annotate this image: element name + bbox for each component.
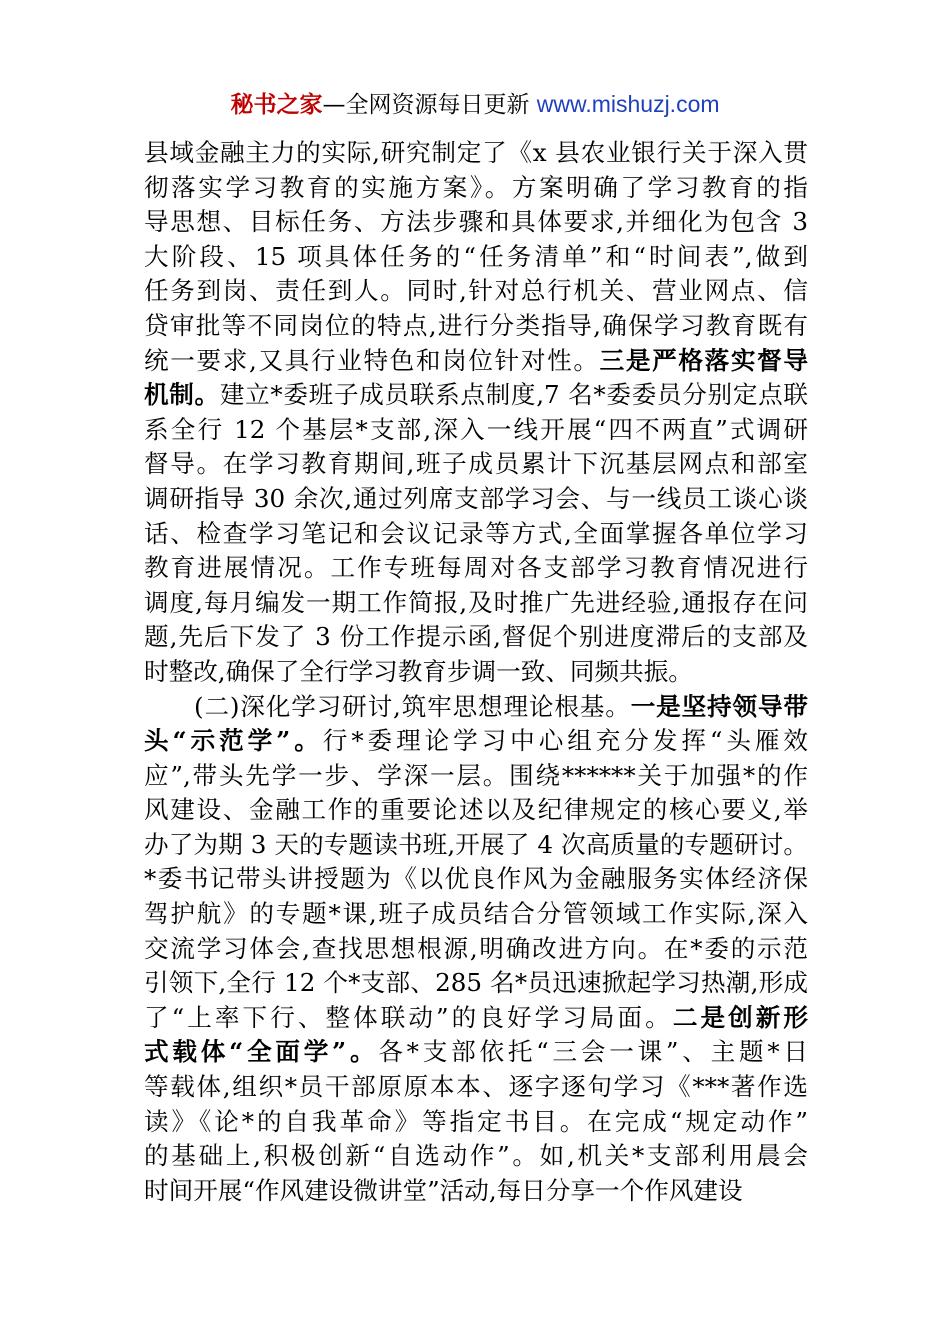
- text-run: 行*委理论学习中心组充分发挥“头雁效: [322, 726, 808, 756]
- text-run: 贷审批等不同岗位的特点,进行分类指导,确保学习教育既有: [144, 310, 808, 340]
- text-run: *委书记带头讲授题为《以优良作风为金融服务实体经济保: [144, 864, 808, 894]
- text-line: [144, 1035, 808, 1070]
- text-run: 教育进展情况。工作专班每周对各支部学习教育情况进行: [144, 553, 808, 583]
- text-run: 调研指导 30 余次,通过列席支部学习会、与一线员工谈心谈: [144, 483, 808, 513]
- text-run: 等载体,组织*员干部原原本本、逐字逐句学习《***著作选: [144, 1072, 808, 1102]
- site-brand: 秘书之家: [230, 92, 323, 118]
- text-line: [144, 482, 808, 517]
- text-run: 各*支部依托“三会一课”、主题*日: [378, 1037, 808, 1067]
- text-line: [144, 655, 808, 690]
- text-line: [144, 309, 808, 344]
- text-run: 县域金融主力的实际,研究制定了《x 县农业银行关于深入贯: [144, 138, 808, 167]
- bold-text: 一是坚持领导带: [630, 691, 808, 721]
- text-run: 读》《论*的自我革命》等指定书目。在完成“规定动作”: [144, 1106, 808, 1136]
- text-run: 办了为期 3 天的专题读书班,开展了 4 次高质量的专题研讨。: [144, 829, 808, 859]
- text-run: 了“上率下行、整体联动”的良好学习局面。: [144, 1002, 673, 1032]
- text-line: [144, 1139, 808, 1174]
- text-line: [144, 1070, 808, 1105]
- text-run: 调度,每月编发一期工作简报,及时推广先进经验,通报存在问: [144, 587, 808, 617]
- text-run: 题,先后下发了 3 份工作提示函,督促个别进度滞后的支部及: [144, 622, 808, 652]
- text-line: [144, 1174, 808, 1209]
- text-line: [144, 828, 808, 863]
- text-line: [144, 413, 808, 448]
- text-line: [144, 724, 808, 759]
- bold-text: 式载体“全面学”。: [144, 1037, 379, 1067]
- text-run: 引领下,全行 12 个*支部、285 名*员迅速掀起学习热潮,形成: [144, 968, 808, 998]
- text-line: [144, 447, 808, 482]
- text-line: [144, 793, 808, 828]
- bold-text: 三是严格落实督导: [599, 345, 808, 375]
- bold-text: 头“示范学”。: [144, 726, 323, 756]
- text-run: 任务到岗、责任到人。同时,针对总行机关、营业网点、信: [144, 276, 808, 306]
- text-run: 统一要求,又具行业特色和岗位针对性。: [144, 345, 600, 375]
- text-line: [144, 862, 808, 897]
- text-line: [144, 759, 808, 794]
- text-run: 系全行 12 个基层*支部,深入一线开展“四不两直”式调研: [144, 414, 808, 444]
- text-run: 风建设、金融工作的重要论述以及纪律规定的核心要义,举: [144, 795, 808, 825]
- text-run: 时整改,确保了全行学习教育步调一致、同频共振。: [144, 656, 693, 686]
- text-run: 大阶段、15 项具体任务的“任务清单”和“时间表”,做到: [144, 241, 808, 271]
- text-line: [144, 517, 808, 552]
- document-body: [144, 136, 808, 1208]
- text-line: [144, 136, 808, 171]
- site-header: [0, 86, 950, 123]
- text-run: 时间开展“作风建设微讲堂”活动,每日分享一个作风建设: [144, 1175, 743, 1205]
- text-line: [144, 1001, 808, 1036]
- text-line: [144, 205, 808, 240]
- text-line: [144, 897, 808, 932]
- site-url-link[interactable]: www.mishuzj.com: [536, 91, 720, 117]
- text-line: [144, 378, 808, 413]
- text-line: [144, 274, 808, 309]
- text-run: 的基础上,积极创新“自选动作”。如,机关*支部利用晨会: [144, 1141, 808, 1171]
- text-line: [144, 551, 808, 586]
- text-run: 导思想、目标任务、方法步骤和具体要求,并细化为包含 3: [144, 207, 808, 237]
- bold-text: 二是创新形: [672, 1002, 808, 1032]
- text-run: 督导。在学习教育期间,班子成员累计下沉基层网点和部室: [144, 449, 808, 479]
- bold-text: 机制。: [144, 380, 220, 410]
- text-line: [144, 240, 808, 275]
- text-run: 应”,带头先学一步、学深一层。围绕******关于加强*的作: [144, 760, 808, 790]
- text-line: [144, 171, 808, 206]
- text-line: [144, 620, 808, 655]
- text-line: [144, 966, 808, 1001]
- text-run: 话、检查学习笔记和会议记录等方式,全面掌握各单位学习: [144, 518, 808, 548]
- site-tagline: —全网资源每日更新: [322, 92, 537, 118]
- text-line: [144, 344, 808, 379]
- text-line: [144, 690, 808, 725]
- text-run: 彻落实学习教育的实施方案》。方案明确了学习教育的指: [144, 172, 808, 202]
- text-line: [144, 932, 808, 967]
- text-run: (二)深化学习研讨,筑牢思想理论根基。: [194, 691, 631, 721]
- text-run: 交流学习体会,查找思想根源,明确改进方向。在*委的示范: [144, 933, 808, 963]
- text-run: 建立*委班子成员联系点制度,7 名*委委员分别定点联: [219, 380, 808, 410]
- text-line: [144, 586, 808, 621]
- text-run: 驾护航》的专题*课,班子成员结合分管领域工作实际,深入: [144, 899, 808, 929]
- text-line: [144, 1105, 808, 1140]
